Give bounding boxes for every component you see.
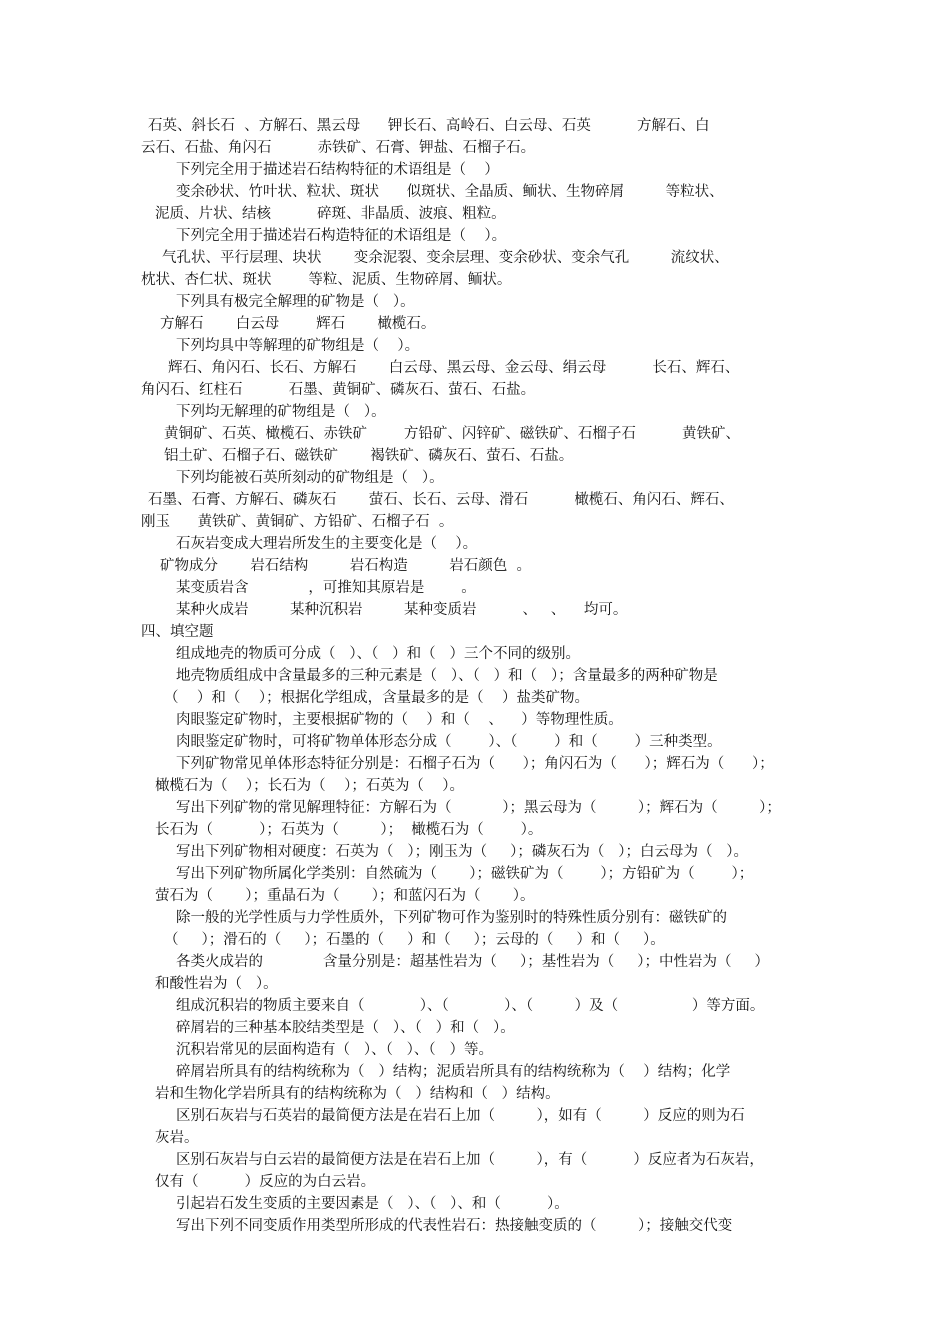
text-line: 下列均具中等解理的矿物组是（ ）。 — [176, 338, 420, 354]
text-line: 云石、石盐、角闪石 赤铁矿、石膏、钾盐、石榴子石。 — [141, 140, 536, 156]
text-line: （ ）和（ ）；根据化学组成，含量最多的是（ ）盐类矿物。 — [164, 690, 590, 706]
text-line: 仅有（ ）反应的为白云岩。 — [155, 1174, 376, 1190]
text-line: 方解石 白云母 辉石 橄榄石。 — [160, 316, 436, 332]
text-line: 变余砂状、竹叶状、粒状、斑状 似斑状、全晶质、鲕状、生物碎屑 等粒状、 — [176, 184, 724, 200]
text-line: 区别石灰岩与石英岩的最简便方法是在岩石上加（ ），如有（ ）反应的则为石 — [176, 1108, 745, 1124]
text-line: 长石为（ ）；石英为（ ）； 橄榄石为（ ）。 — [155, 822, 543, 838]
text-line: 石英、斜长石 、方解石、黑云母 钾长石、高岭石、白云母、石英 方解石、白 — [148, 118, 710, 134]
text-line: 写出下列矿物的常见解理特征：方解石为（ ）；黑云母为（ ）；辉石为（ ）； — [176, 800, 781, 816]
text-line: 除一般的光学性质与力学性质外，下列矿物可作为鉴别时的特殊性质分别有：磁铁矿的 — [176, 910, 727, 926]
text-line: 碎屑岩所具有的结构统称为（ ）结构；泥质岩所具有的结构统称为（ ）结构；化学 — [176, 1064, 731, 1080]
text-line: 橄榄石为（ ）；长石为（ ）；石英为（ ）。 — [155, 778, 465, 794]
text-line: 某变质岩含 ，可推知其原岩是 。 — [176, 580, 476, 596]
text-line: 写出下列矿物所属化学类别：自然硫为（ ）；磁铁矿为（ ）；方铅矿为（ ）； — [176, 866, 754, 882]
text-line: 灰岩。 — [155, 1130, 199, 1146]
text-line: （ ）；滑石的（ ）；石墨的（ ）和（ ）；云母的（ ）和（ ）。 — [164, 932, 665, 948]
text-line: 铝土矿、石榴子石、磁铁矿 褐铁矿、磷灰石、萤石、石盐。 — [164, 448, 574, 464]
text-line: 地壳物质组成中含量最多的三种元素是（ ）、（ ）和（ ）；含量最多的两种矿物是 — [176, 668, 718, 684]
text-line: 沉积岩常见的层面构造有（ ）、（ ）、（ ）等。 — [176, 1042, 493, 1058]
text-line: 各类火成岩的 含量分别是：超基性岩为（ ）；基性岩为（ ）；中性岩为（ ） — [176, 954, 770, 970]
text-line: 碎屑岩的三种基本胶结类型是（ ）、（ ）和（ ）。 — [176, 1020, 515, 1036]
text-line: 写出下列不同变质作用类型所形成的代表性岩石：热接触变质的（ ）；接触交代变 — [176, 1218, 733, 1234]
text-line: 引起岩石发生变质的主要因素是（ ）、（ ）、和（ ）。 — [176, 1196, 569, 1212]
text-line: 气孔状、平行层理、块状 变余泥裂、变余层理、变余砂状、变余气孔 流纹状、 — [162, 250, 729, 266]
text-line: 矿物成分 岩石结构 岩石构造 岩石颜色 。 — [160, 558, 531, 574]
text-line: 下列完全用于描述岩石结构特征的术语组是（ ） — [176, 162, 499, 178]
text-line: 黄铜矿、石英、橄榄石、赤铁矿 方铅矿、闪锌矿、磁铁矿、石榴子石 黄铁矿、 — [164, 426, 740, 442]
text-line: 下列均能被石英所刻动的矿物组是（ ）。 — [176, 470, 444, 486]
text-line: 肉眼鉴定矿物时，可将矿物单体形态分成（ ）、（ ）和（ ）三种类型。 — [176, 734, 722, 750]
text-line: 下列完全用于描述岩石构造特征的术语组是（ ）。 — [176, 228, 507, 244]
text-line: 下列具有极完全解理的矿物是（ ）。 — [176, 294, 415, 310]
text-line: 角闪石、红柱石 石墨、黄铜矿、磷灰石、萤石、石盐。 — [141, 382, 536, 398]
text-line: 刚玉 黄铁矿、黄铜矿、方铅矿、石榴子石 。 — [141, 514, 454, 530]
text-line: 泥质、片状、结核 碎斑、非晶质、波痕、粗粒。 — [155, 206, 506, 222]
text-line: 写出下列矿物相对硬度：石英为（ ）；刚玉为（ ）；磷灰石为（ ）；白云母为（ ）。 — [176, 844, 749, 860]
text-line: 组成地壳的物质可分成（ ）、（ ）和（ ）三个不同的级别。 — [176, 646, 580, 662]
text-line: 岩和生物化学岩所具有的结构统称为（ ）结构和（ ）结构。 — [155, 1086, 560, 1102]
section-heading: 四、填空题 — [141, 624, 214, 640]
text-line: 石灰岩变成大理岩所发生的主要变化是（ ）。 — [176, 536, 478, 552]
text-line: 枕状、杏仁状、斑状 等粒、泥质、生物碎屑、鲕状。 — [141, 272, 512, 288]
text-line: 下列均无解理的矿物组是（ ）。 — [176, 404, 386, 420]
text-line: 和酸性岩为（ ）。 — [155, 976, 278, 992]
text-line: 区别石灰岩与白云岩的最简便方法是在岩石上加（ ），有（ ）反应者为石灰岩， — [176, 1152, 764, 1168]
text-line: 某种火成岩 某种沉积岩 某种变质岩 、 、 均可。 — [176, 602, 628, 618]
text-line: 下列矿物常见单体形态特征分别是：石榴子石为（ ）；角闪石为（ ）；辉石为（ ）； — [176, 756, 774, 772]
text-line: 肉眼鉴定矿物时，主要根据矿物的（ ）和（ 、 ）等物理性质。 — [176, 712, 623, 728]
text-line: 萤石为（ ）；重晶石为（ ）；和蓝闪石为（ ）。 — [155, 888, 535, 904]
text-line: 辉石、角闪石、长石、方解石 白云母、黑云母、金云母、绢云母 长石、辉石、 — [168, 360, 740, 376]
text-line: 石墨、石膏、方解石、磷灰石 萤石、长石、云母、滑石 橄榄石、角闪石、辉石、 — [148, 492, 734, 508]
text-line: 组成沉积岩的物质主要来自（ ）、（ ）、（ ）及（ ）等方面。 — [176, 998, 765, 1014]
